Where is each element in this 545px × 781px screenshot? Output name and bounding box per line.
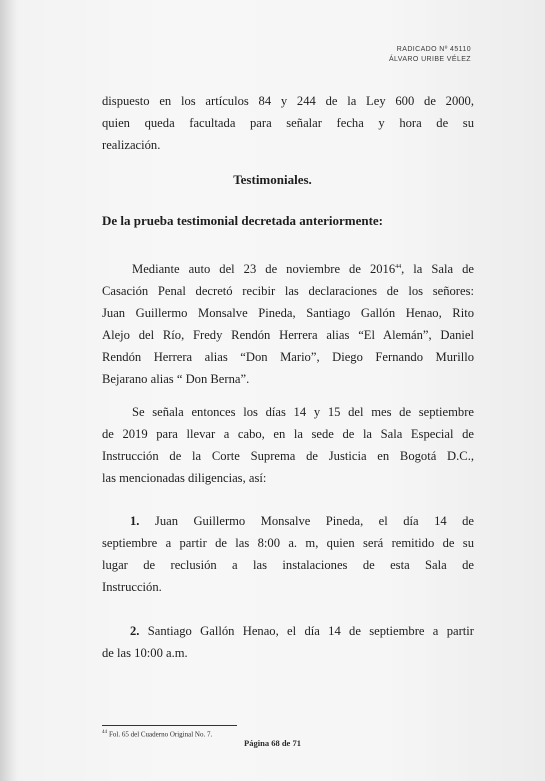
text-line bbox=[102, 256, 474, 280]
list-number: 2. bbox=[130, 624, 140, 638]
footnote-text: Fol. 65 del Cuaderno Original No. 7. bbox=[109, 730, 213, 739]
text-fragment: Santiago Gallón Henao, el día 14 de septiembre a partir bbox=[147, 624, 474, 638]
section-heading: Testimoniales. bbox=[233, 172, 312, 187]
footnote-reference: 44 bbox=[395, 264, 402, 270]
text-line: las mencionadas diligencias, así: bbox=[102, 471, 267, 485]
text-line: Rendón Herrera alias “Don Mario”, Diego Fernando Murillo bbox=[102, 350, 474, 365]
paragraph-intro bbox=[102, 90, 474, 156]
text-line bbox=[102, 510, 474, 532]
list-number: 1. bbox=[130, 514, 140, 528]
text-line bbox=[102, 620, 474, 642]
paragraph-auto bbox=[102, 256, 474, 390]
text-line: lugar de reclusión a las instalaciones de esta Sala de bbox=[102, 558, 474, 572]
list-item-2 bbox=[102, 620, 474, 664]
page-number: Página 68 de 71 bbox=[244, 738, 301, 748]
text-fragment: Juan Guillermo Monsalve Pineda, el día 14 de bbox=[154, 514, 475, 528]
text-line: Bejarano alias “ Don Berna”. bbox=[102, 372, 250, 387]
text-line: Se señala entonces los días 14 y 15 del mes de septiembre bbox=[132, 405, 474, 419]
text-line: Instrucción. bbox=[102, 580, 162, 594]
text-line: Instrucción de la Corte Suprema de Justicia en Bogotá D.C., bbox=[102, 449, 474, 463]
text-line: quien queda facultada para señalar fecha y hora de su bbox=[102, 116, 474, 130]
text-line: de las 10:00 a.m. bbox=[102, 646, 188, 660]
footnote-mark: 44 bbox=[102, 730, 107, 735]
list-item-1 bbox=[102, 510, 474, 598]
text-line: Juan Guillermo Monsalve Pineda, Santiago Gallón Henao, Rito bbox=[102, 306, 474, 321]
text-line: de 2019 para llevar a cabo, en la sede de la Sala Especial de bbox=[102, 427, 474, 441]
text-line: Casación Penal decretó recibir las declaraciones de los señores: bbox=[102, 284, 474, 299]
text-line: septiembre a partir de las 8:00 a. m, quien será remitido de su bbox=[102, 536, 474, 550]
radicado-number: RADICADO Nº 45110 bbox=[396, 46, 471, 53]
section-subheading: De la prueba testimonial decretada anteriormente: bbox=[102, 213, 384, 228]
case-header bbox=[389, 45, 471, 65]
text-line: realización. bbox=[102, 138, 161, 152]
case-name: ÁLVARO URIBE VÉLEZ bbox=[388, 56, 471, 63]
text-fragment: , la Sala de bbox=[401, 262, 474, 277]
paragraph-fechas bbox=[102, 401, 474, 489]
page-fold-shadow bbox=[0, 0, 18, 781]
text-fragment: Mediante auto del 23 de noviembre de 2016 bbox=[132, 262, 396, 277]
text-line: dispuesto en los artículos 84 y 244 de la Ley 600 de 2000, bbox=[102, 94, 474, 108]
footnote-separator bbox=[102, 725, 237, 726]
text-line: Alejo del Río, Fredy Rendón Herrera alias “El Alemán”, Daniel bbox=[102, 328, 474, 343]
